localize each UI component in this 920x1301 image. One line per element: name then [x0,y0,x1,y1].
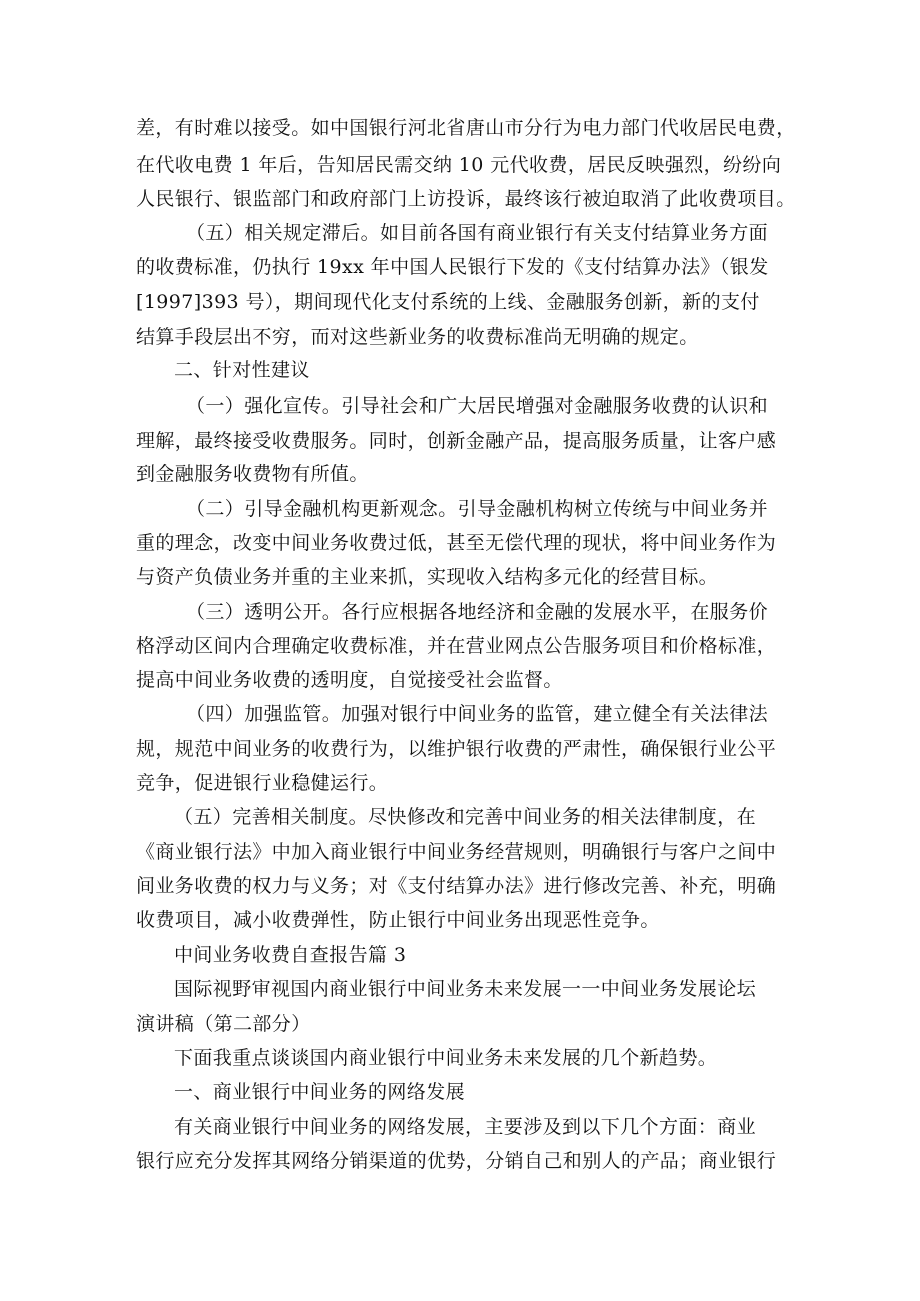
text-line: 与资产负债业务并重的主业来抓，实现收入结构多元化的经营目标。 [136,566,719,588]
text-line: 结算手段层出不穷，而对这些新业务的收费标准尚无明确的规定。 [136,326,699,348]
text-line: 演讲稿（第二部分） [136,1013,311,1035]
text-line: [1997]393 号），期间现代化支付系统的上线、金融服务创新，新的支付 [136,291,760,313]
text-line: 的收费标准，仍执行 19xx 年中国人民银行下发的《支付结算办法》（银发 [136,256,769,278]
paragraph-start: 有关商业银行中间业务的网络发展，主要涉及到以下几个方面：商业 [174,1116,757,1138]
text-line: 提高中间业务收费的透明度，自觉接受社会监督。 [136,669,563,691]
text-line: 重的理念，改变中间业务收费过低，甚至无偿代理的现状，将中间业务作为 [136,532,777,554]
text-line: 《商业银行法》中加入商业银行中间业务经营规则，明确银行与客户之间中 [136,841,777,863]
text-line: 到金融服务收费物有所值。 [136,463,369,485]
text-line: 银行应充分发挥其网络分销渠道的优势，分销自己和别人的产品；商业银行 [136,1150,777,1172]
text-line: 理解，最终接受收费服务。同时，创新金融产品，提高服务质量，让客户感 [136,430,777,452]
paragraph-start: （三）透明公开。各行应根据各地经济和金融的发展水平，在服务价 [186,601,769,623]
text-line: 间业务收费的权力与义务；对《支付结算办法》进行修改完善、补充，明确 [136,875,777,897]
text-line: 竞争，促进银行业稳健运行。 [136,772,389,794]
paragraph-start: （五）完善相关制度。尽快修改和完善中间业务的相关法律制度，在 [174,806,757,828]
paragraph-start: 下面我重点谈谈国内商业银行中间业务未来发展的几个新趋势。 [174,1047,718,1069]
section-heading: 中间业务收费自查报告篇 3 [174,944,407,966]
text-line: 人民银行、银监部门和政府部门上访投诉，最终该行被迫取消了此收费项目。 [136,188,796,210]
section-heading: 二、针对性建议 [174,359,310,381]
paragraph-start: 国际视野审视国内商业银行中间业务未来发展一一中间业务发展论坛 [174,978,757,1000]
text-line: 差，有时难以接受。如中国银行河北省唐山市分行为电力部门代收居民电费， [136,117,796,139]
paragraph-start: （二）引导金融机构更新观念。引导金融机构树立传统与中间业务并 [186,498,769,520]
paragraph-start: （四）加强监管。加强对银行中间业务的监管，建立健全有关法律法 [186,703,769,725]
section-heading: 一、商业银行中间业务的网络发展 [174,1081,466,1103]
paragraph-start: （五）相关规定滞后。如目前各国有商业银行有关支付结算业务方面 [186,222,769,244]
text-line: 格浮动区间内合理确定收费标准，并在营业网点公告服务项目和价格标准， [136,635,777,657]
text-line: 收费项目，减小收费弹性，防止银行中间业务出现恶性竞争。 [136,909,660,931]
text-line: 规，规范中间业务的收费行为，以维护银行收费的严肃性，确保银行业公平 [136,738,777,760]
paragraph-start: （一）强化宣传。引导社会和广大居民增强对金融服务收费的认识和 [186,395,769,417]
text-line: 在代收电费 1 年后，告知居民需交纳 10 元代收费，居民反映强烈，纷纷向 [136,154,782,176]
